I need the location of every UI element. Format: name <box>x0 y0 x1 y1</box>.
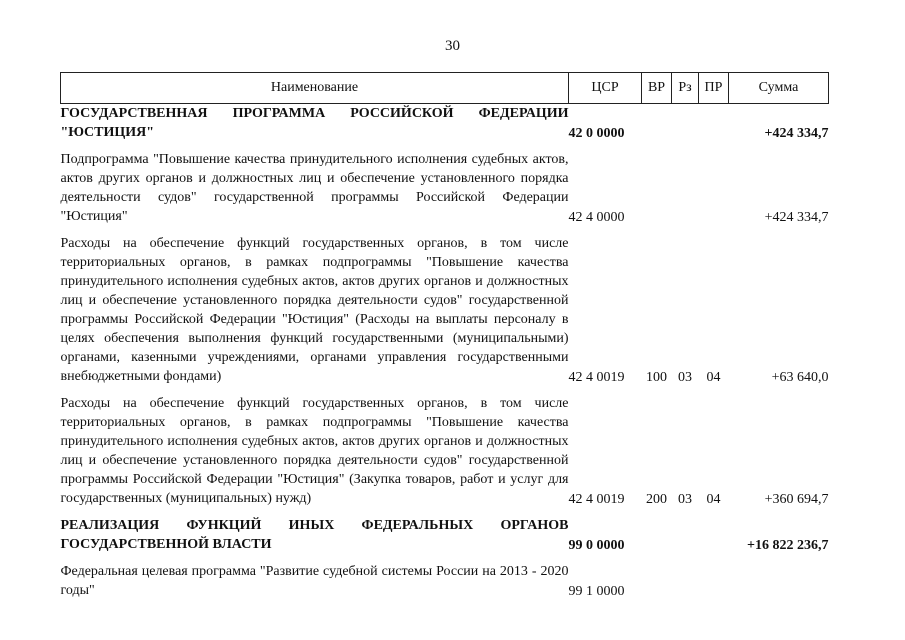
row-rz <box>672 562 699 600</box>
row-pr: 04 <box>706 370 721 385</box>
table-row <box>61 562 829 600</box>
row-sum <box>729 562 829 600</box>
table-row <box>61 516 829 554</box>
row-vr <box>642 150 672 226</box>
row-pr <box>699 516 729 554</box>
header-sum: Сумма <box>729 73 829 104</box>
row-csr: 42 4 0000 <box>568 210 625 225</box>
row-name: Подпрограмма "Повышение качества принудительного исполнения судебных актов, актов других органов и должностных лиц и обеспечение установленного порядка деятельности судов" государственной программы Российской Федерации "Юстиция" <box>60 152 569 224</box>
row-rz: 03 <box>678 370 692 385</box>
header-name: Наименование <box>61 73 569 104</box>
row-rz: 03 <box>678 492 692 507</box>
row-name: Расходы на обеспечение функций государственных органов, в том числе территориальных органов, в рамках подпрограммы "Повышение качества принудительного исполнения судебных актов, актов других органов и должностных лиц и обеспечение установленного порядка деятельности судов" государственной программы Российской Федерации "Юстиция" (Расходы на выплаты персоналу в целях обеспечения выполнения функций государственными (муниципальными) органами, казенными учреждениями, органами управления государственными внебюджетными фондами) <box>60 236 569 384</box>
table-row <box>61 394 829 508</box>
row-csr: 42 0 0000 <box>568 126 625 141</box>
row-vr <box>642 516 672 554</box>
row-sum: +424 334,7 <box>764 210 829 225</box>
row-name: Расходы на обеспечение функций государственных органов, в том числе территориальных органов, в рамках подпрограммы "Повышение качества принудительного исполнения судебных актов, актов других органов и должностных лиц и обеспечение установленного порядка деятельности судов" государственной программы Российской Федерации "Юстиция" (Закупка товаров, работ и услуг для государственных (муниципальных) нужд) <box>60 396 569 506</box>
row-pr: 04 <box>706 492 721 507</box>
budget-table <box>60 72 829 600</box>
row-sum: +360 694,7 <box>764 492 829 507</box>
row-vr: 200 <box>646 492 667 507</box>
row-rz <box>672 104 699 143</box>
row-csr: 42 4 0019 <box>568 492 625 507</box>
table-row <box>61 150 829 226</box>
row-pr <box>699 150 729 226</box>
row-vr <box>642 562 672 600</box>
row-rz <box>672 516 699 554</box>
row-sum: +424 334,7 <box>764 126 829 141</box>
row-name: Федеральная целевая программа "Развитие судебной системы России на 2013 - 2020 годы" <box>60 564 569 598</box>
row-pr <box>699 562 729 600</box>
row-vr: 100 <box>646 370 667 385</box>
row-name: ГОСУДАРСТВЕННАЯ ПРОГРАММА РОССИЙСКОЙ ФЕДЕРАЦИИ "ЮСТИЦИЯ" <box>60 106 569 140</box>
row-vr <box>642 104 672 143</box>
page-number: 30 <box>445 38 460 54</box>
row-csr: 42 4 0019 <box>568 370 625 385</box>
header-csr: ЦСР <box>569 73 642 104</box>
row-sum: +16 822 236,7 <box>747 538 829 553</box>
table-row <box>61 234 829 386</box>
row-csr: 99 0 0000 <box>568 538 625 553</box>
table-header-row <box>61 73 829 104</box>
header-vr: ВР <box>642 73 672 104</box>
header-rz: Рз <box>672 73 699 104</box>
row-sum: +63 640,0 <box>771 370 829 385</box>
row-pr <box>699 104 729 143</box>
header-pr: ПР <box>699 73 729 104</box>
table-row <box>61 104 829 143</box>
row-rz <box>672 150 699 226</box>
row-name: РЕАЛИЗАЦИЯ ФУНКЦИЙ ИНЫХ ФЕДЕРАЛЬНЫХ ОРГАНОВ ГОСУДАРСТВЕННОЙ ВЛАСТИ <box>60 518 569 552</box>
row-csr: 99 1 0000 <box>568 584 625 599</box>
